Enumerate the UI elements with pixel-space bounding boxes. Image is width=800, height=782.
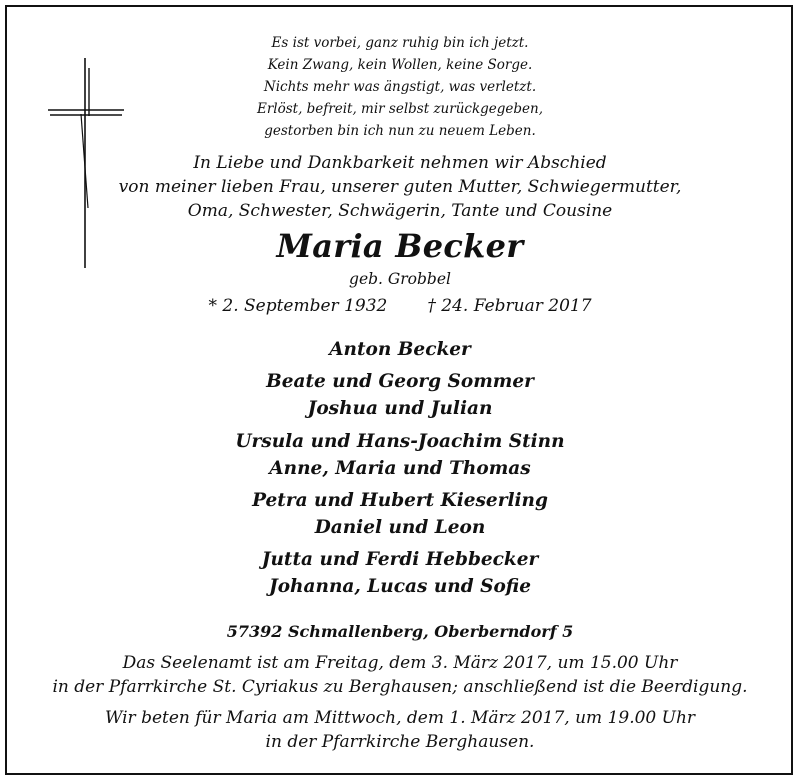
birth-date: * 2. September 1932	[208, 296, 388, 316]
poem-line: Kein Zwang, kein Wollen, keine Sorge.	[267, 57, 533, 73]
family-line: Daniel und Leon	[314, 517, 486, 538]
family-line: Anne, Maria und Thomas	[269, 458, 531, 479]
family-line: Joshua und Julian	[307, 398, 493, 419]
family-group	[0, 368, 800, 422]
intro-line: In Liebe und Dankbarkeit nehmen wir Abschied	[193, 153, 607, 173]
poem-line: Nichts mehr was ängstigt, was verletzt.	[263, 79, 537, 95]
family-line: Beate und Georg Sommer	[266, 371, 534, 392]
birth-name: geb. Grobbel	[349, 270, 451, 288]
family-line: Jutta und Ferdi Hebbecker	[261, 549, 539, 570]
family-line: Johanna, Lucas und Sofie	[268, 576, 532, 597]
life-dates	[0, 294, 800, 318]
requiem-line: Das Seelenamt ist am Freitag, dem 3. März 2017, um 15.00 Uhr	[122, 653, 678, 673]
family-line: Ursula und Hans-Joachim Stinn	[235, 431, 565, 452]
family-line: Anton Becker	[329, 339, 471, 360]
intro-line: Oma, Schwester, Schwägerin, Tante und Cousine	[187, 201, 613, 221]
intro-text	[0, 151, 800, 223]
intro-line: von meiner lieben Frau, unserer guten Mutter, Schwiegermutter,	[118, 177, 682, 197]
family-line: Petra und Hubert Kieserling	[252, 490, 548, 511]
deceased-name: Maria Becker	[276, 227, 524, 265]
address: 57392 Schmallenberg, Oberberndorf 5	[226, 622, 574, 641]
family-group	[0, 487, 800, 541]
poem-line: gestorben bin ich nun zu neuem Leben.	[264, 123, 536, 139]
requiem-notice	[0, 651, 800, 699]
family-group	[0, 546, 800, 600]
prayer-notice	[0, 706, 800, 754]
family-group	[0, 336, 800, 363]
poem	[0, 32, 800, 142]
poem-line: Erlöst, befreit, mir selbst zurückgegeben,	[256, 101, 544, 117]
requiem-line: in der Pfarrkirche St. Cyriakus zu Berghausen; anschließend ist die Beerdigung.	[52, 677, 748, 697]
prayer-line: in der Pfarrkirche Berghausen.	[265, 732, 535, 752]
poem-line: Es ist vorbei, ganz ruhig bin ich jetzt.	[271, 35, 529, 51]
prayer-line: Wir beten für Maria am Mittwoch, dem 1. März 2017, um 19.00 Uhr	[104, 708, 696, 728]
family-group	[0, 428, 800, 482]
death-date: † 24. Februar 2017	[427, 296, 592, 316]
